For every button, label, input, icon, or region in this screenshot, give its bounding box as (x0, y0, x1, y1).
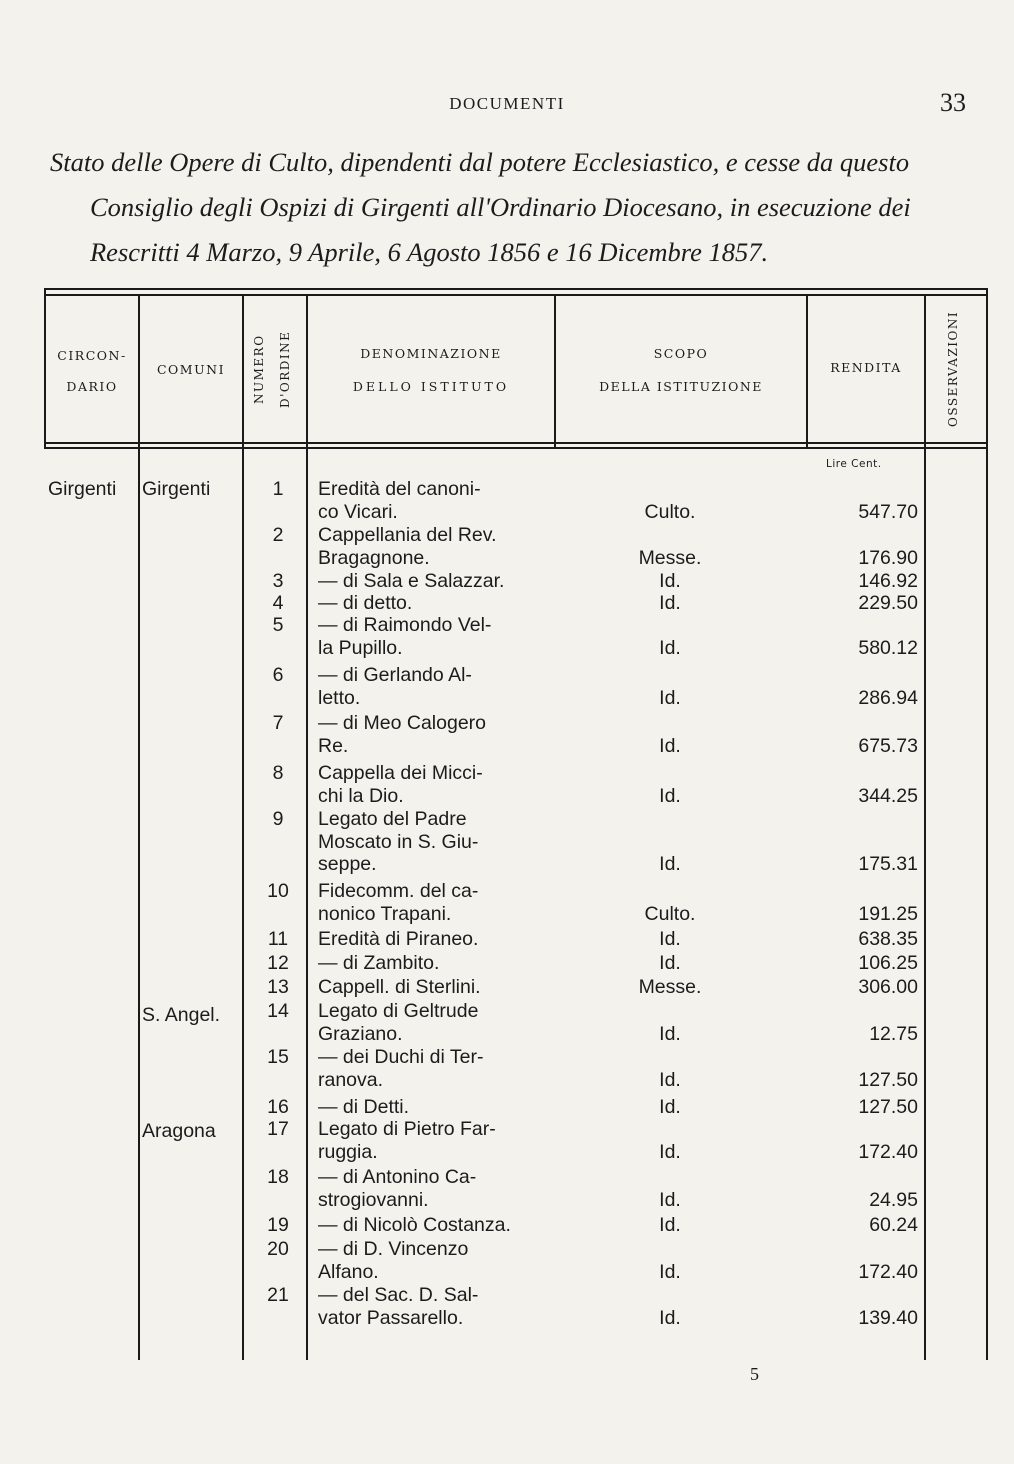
row-scopo: Id. (659, 1096, 681, 1118)
header-denominazione-line2: DELLO ISTITUTO (352, 379, 510, 394)
row-scopo: Id. (659, 784, 681, 807)
header-circondario-line1: CIRCON- (57, 348, 127, 363)
row-scopo: Id. (659, 686, 681, 709)
row-denominazione: — di Sala e Salazzar. (318, 570, 505, 592)
header-scopo-line2: DELLA ISTITUZIONE (599, 379, 763, 394)
row-number: 16 (267, 1096, 289, 1118)
row-rendita: 675.73 (858, 734, 918, 757)
row-rendita: 286.94 (858, 686, 918, 709)
row-scopo: Id. (659, 1306, 681, 1329)
row-scopo: Culto. (644, 500, 696, 523)
row-denominazione-cont: Alfano. (318, 1260, 379, 1283)
row-rendita: 580.12 (858, 636, 918, 659)
row-rendita: 547.70 (858, 500, 918, 523)
header-rendita: RENDITA (830, 360, 902, 375)
row-rendita: 127.50 (858, 1096, 918, 1118)
row-number: 3 (272, 570, 284, 592)
row-rendita: 172.40 (858, 1140, 918, 1163)
page-number: 33 (940, 88, 966, 117)
row-scopo: Culto. (644, 902, 696, 925)
row-rendita: 344.25 (858, 784, 918, 807)
row-number: 15 (267, 1046, 289, 1068)
row-number: 8 (272, 762, 284, 784)
row-denominazione: — di Zambito. (318, 952, 440, 974)
row-scopo: Id. (659, 1260, 681, 1283)
row-denominazione: Cappella dei Micci- (318, 762, 483, 784)
row-scopo: Id. (659, 592, 681, 614)
header-scopo-line1: SCOPO (653, 346, 709, 361)
col-divider (138, 294, 140, 1360)
row-denominazione: Legato di Pietro Far- (318, 1118, 496, 1140)
row-number: 21 (267, 1284, 289, 1306)
signature-mark: 5 (750, 1364, 759, 1384)
row-rendita: 176.90 (858, 546, 918, 569)
comune-name: Aragona (142, 1120, 216, 1142)
row-denominazione: — di Meo Calogero (318, 712, 486, 734)
row-number: 4 (272, 592, 284, 614)
row-denominazione-cont: la Pupillo. (318, 636, 403, 659)
row-rendita: 139.40 (858, 1306, 918, 1329)
row-denominazione: Fidecomm. del ca- (318, 880, 479, 902)
row-denominazione: Legato di Geltrude (318, 1000, 479, 1022)
row-number: 10 (267, 880, 289, 902)
row-number: 18 (267, 1166, 289, 1188)
row-denominazione: Cappell. di Sterlini. (318, 976, 481, 998)
row-number: 11 (267, 928, 289, 950)
row-number: 1 (272, 478, 284, 500)
page-title (40, 140, 990, 275)
row-denominazione-cont: letto. (318, 686, 361, 709)
circondario-value: Girgenti (48, 478, 117, 500)
row-scopo: Messe. (638, 546, 702, 569)
row-denominazione-cont: co Vicari. (318, 500, 398, 523)
header-numero: NUMERO (252, 334, 266, 404)
row-rendita: 106.25 (858, 952, 918, 974)
header-circondario (46, 348, 138, 394)
row-rendita: 306.00 (858, 976, 918, 998)
row-scopo: Id. (659, 1022, 681, 1045)
header-scopo (556, 346, 806, 394)
row-number: 9 (272, 808, 284, 830)
row-denominazione-cont: ruggia. (318, 1140, 378, 1163)
row-denominazione: — di detto. (318, 592, 413, 614)
row-rendita: 191.25 (858, 902, 918, 925)
row-rendita: 127.50 (858, 1068, 918, 1091)
row-number: 5 (272, 614, 284, 636)
row-denominazione: Legato del Padre (318, 808, 467, 830)
row-rendita: 146.92 (858, 570, 918, 592)
title-line-1: Stato delle Opere di Culto, dipendenti dal potere Ecclesiastico, e cesse da questo (50, 147, 910, 177)
row-denominazione: — di Antonino Ca- (318, 1166, 477, 1188)
row-number: 13 (267, 976, 289, 998)
row-denominazione-cont: ranova. (318, 1068, 384, 1091)
row-number: 14 (267, 1000, 289, 1022)
row-number: 6 (272, 664, 284, 686)
row-rendita: 175.31 (858, 853, 918, 875)
row-denominazione-cont: Re. (318, 734, 349, 757)
row-denominazione-cont: Moscato in S. Giu- (318, 830, 479, 853)
row-denominazione: — del Sac. D. Sal- (318, 1284, 479, 1306)
row-scopo: Id. (659, 952, 681, 974)
header-numero-2: D'ORDINE (278, 330, 292, 408)
header-osservazioni: OSSERVAZIONI (946, 310, 960, 428)
row-rendita: 638.35 (858, 928, 918, 950)
row-denominazione: — di Detti. (318, 1096, 410, 1118)
row-denominazione-cont: nonico Trapani. (318, 902, 452, 925)
header-denominazione (308, 346, 554, 394)
col-divider (242, 294, 244, 1360)
header-bottom-rule-2 (44, 447, 988, 449)
row-denominazione-cont: chi la Dio. (318, 784, 404, 807)
row-scopo: Id. (659, 853, 681, 875)
row-scopo: Id. (659, 1068, 681, 1091)
row-rendita: 60.24 (869, 1214, 918, 1236)
row-scopo: Id. (659, 1214, 681, 1236)
row-denominazione: Eredità di Piraneo. (318, 928, 479, 950)
row-number: 7 (272, 712, 284, 734)
row-scopo: Id. (659, 928, 681, 950)
title-line-3: Rescritti 4 Marzo, 9 Aprile, 6 Agosto 1856 e 16 Dicembre 1857. (90, 237, 769, 267)
col-divider (986, 288, 988, 1360)
row-scopo: Messe. (638, 976, 702, 998)
row-scopo: Id. (659, 570, 681, 592)
row-denominazione-cont: strogiovanni. (318, 1188, 429, 1211)
row-number: 20 (267, 1238, 289, 1260)
row-number: 12 (267, 952, 289, 974)
header-denominazione-line1: DENOMINAZIONE (360, 346, 502, 361)
header-bottom-rule (44, 442, 988, 444)
row-scopo: Id. (659, 636, 681, 659)
comune-name: Girgenti (142, 478, 211, 500)
row-rendita: 229.50 (858, 592, 918, 614)
title-line-2: Consiglio degli Ospizi di Girgenti all'Ordinario Diocesano, in esecuzione dei (90, 192, 911, 222)
row-denominazione: — di D. Vincenzo (318, 1238, 469, 1260)
row-denominazione: — dei Duchi di Ter- (318, 1046, 484, 1068)
row-number: 17 (267, 1118, 289, 1140)
row-rendita: 24.95 (869, 1188, 918, 1211)
row-denominazione-cont: vator Passarello. (318, 1306, 464, 1329)
row-denominazione-cont: Graziano. (318, 1022, 403, 1045)
row-rendita: 12.75 (869, 1022, 918, 1045)
row-denominazione: Cappellania del Rev. (318, 524, 497, 546)
table-top-rule (44, 288, 988, 290)
row-denominazione-cont: seppe. (318, 853, 377, 875)
row-denominazione: — di Raimondo Vel- (318, 614, 492, 636)
table-top-rule-2 (44, 294, 988, 296)
row-number: 2 (272, 524, 284, 546)
comune-name: S. Angel. (142, 1004, 221, 1026)
row-denominazione: — di Nicolò Costanza. (318, 1214, 511, 1236)
row-rendita: 172.40 (858, 1260, 918, 1283)
row-scopo: Id. (659, 1140, 681, 1163)
row-denominazione-cont: Bragagnone. (318, 546, 430, 569)
header-comuni: COMUNI (156, 362, 226, 377)
row-scopo: Id. (659, 1188, 681, 1211)
row-denominazione: Eredità del canoni- (318, 478, 481, 500)
header-circondario-line2: DARIO (66, 379, 118, 394)
row-denominazione: — di Gerlando Al- (318, 664, 472, 686)
lire-cent-label: Lire Cent. (826, 458, 882, 470)
row-number: 19 (267, 1214, 289, 1236)
running-header: DOCUMENTI (449, 94, 565, 113)
col-divider (924, 294, 926, 1360)
row-scopo: Id. (659, 734, 681, 757)
